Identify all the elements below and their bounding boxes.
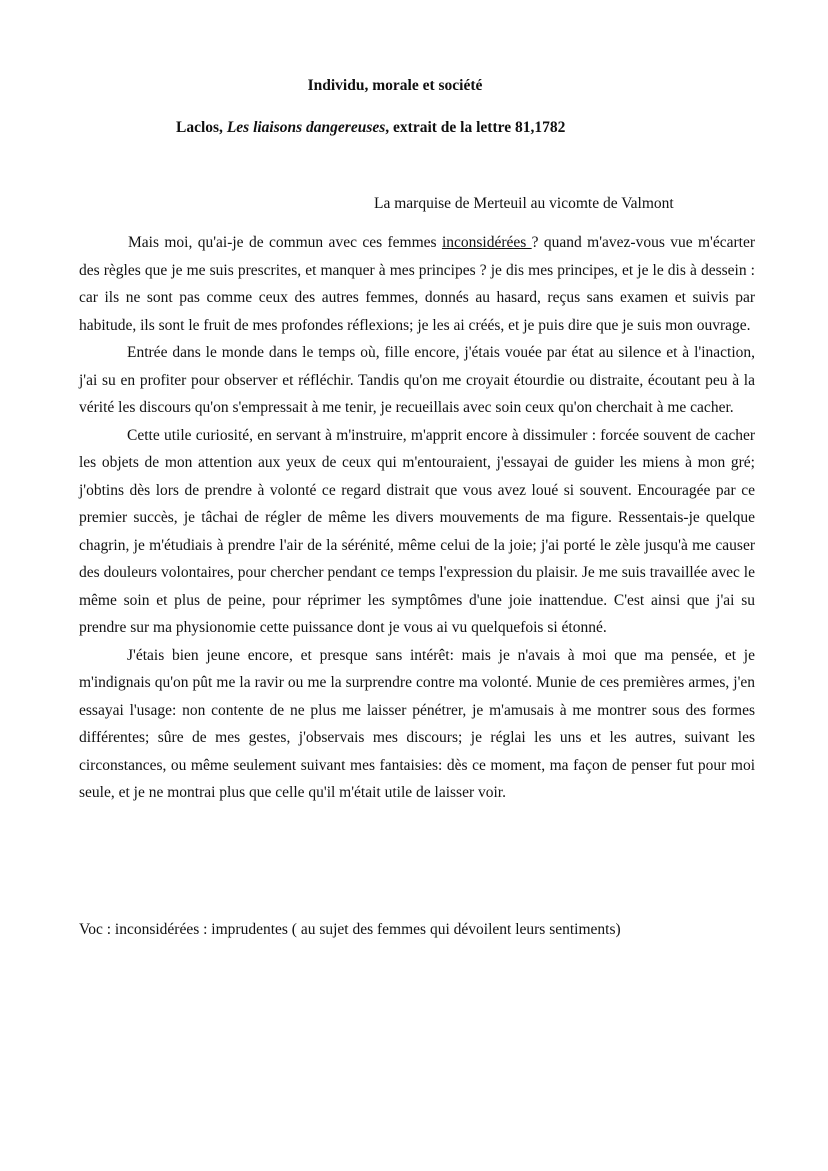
- paragraph-4: J'étais bien jeune encore, et presque sans intérêt: mais je n'avais à moi que ma pensée, et je m'indignais qu'on pût me la ravir ou me la surprendre contre ma volonté. Munie de ces premières armes, j'en essayai l'usage: non contente de ne plus me laisser pénétrer, je m'amusais à me montrer sous des formes différentes; sûre de mes gestes, j'observais mes discours; je réglai les uns et les autres, suivant les circonstances, ou même seulement suivant mes fantaisies: dès ce moment, ma façon de penser fut pour moi seule, et je ne montrai plus que celle qu'il m'était utile de laisser voir.: [79, 646, 755, 801]
- paragraph-1-end: ? quand m'avez-vous vue m'écarter des règles que je me suis prescrites, et manquer à mes principes ? je dis mes principes, et je le dis à dessein : car ils ne sont pas comme ceux des autres femmes, donnés au hasard, reçus sans examen et suivis par habitude, ils sont le fruit de mes profondes réflexions; je les ai créés, et je puis dire que je suis mon ouvrage.: [79, 234, 755, 334]
- document-subtitle: [176, 119, 565, 137]
- subtitle-author: Laclos,: [176, 119, 227, 136]
- paragraph-1: [79, 229, 755, 339]
- paragraph-1-start: Mais moi, qu'ai-je de commun avec ces femmes: [128, 234, 442, 251]
- document-title: Individu, morale et société: [307, 77, 483, 94]
- underlined-word: inconsidérées: [441, 234, 532, 251]
- subtitle-work-title: Les liaisons dangereuses: [226, 119, 386, 136]
- subtitle-rest: , extrait de la lettre 81,1782: [385, 119, 566, 136]
- vocabulary-note: Voc : inconsidérées : imprudentes ( au sujet des femmes qui dévoilent leurs sentiments): [79, 921, 621, 938]
- letter-body: [79, 229, 755, 807]
- paragraph-2: Entrée dans le monde dans le temps où, fille encore, j'étais vouée par état au silence et à l'inaction, j'ai su en profiter pour observer et réfléchir. Tandis qu'on me croyait étourdie ou distraite, écoutant peu à la vérité les discours qu'on s'empressait à me tenir, je recueillais avec soin ceux qu'on cherchait à me cacher.: [79, 344, 755, 416]
- letter-addressee: La marquise de Merteuil au vicomte de Valmont: [374, 195, 674, 212]
- paragraph-3: Cette utile curiosité, en servant à m'instruire, m'apprit encore à dissimuler : forcée souvent de cacher les objets de mon attention aux yeux de ceux qui m'entouraient, j'essayai de guider les miens à mon gré; j'obtins dès lors de prendre à volonté ce regard distrait que vous avez loué si souvent. Encouragée par ce premier succès, je tâchai de régler de même les divers mouvements de ma figure. Ressentais-je quelque chagrin, je m'étudiais à prendre l'air de la sérénité, même celui de la joie; j'ai porté le zèle jusqu'à me causer des douleurs volontaires, pour chercher pendant ce temps l'expression du plaisir. Je me suis travaillée avec le même soin et plus de peine, pour réprimer les symptômes d'une joie inattendue. C'est ainsi que j'ai su prendre sur ma physionomie cette puissance dont je vous ai vu quelquefois si étonné.: [79, 426, 755, 636]
